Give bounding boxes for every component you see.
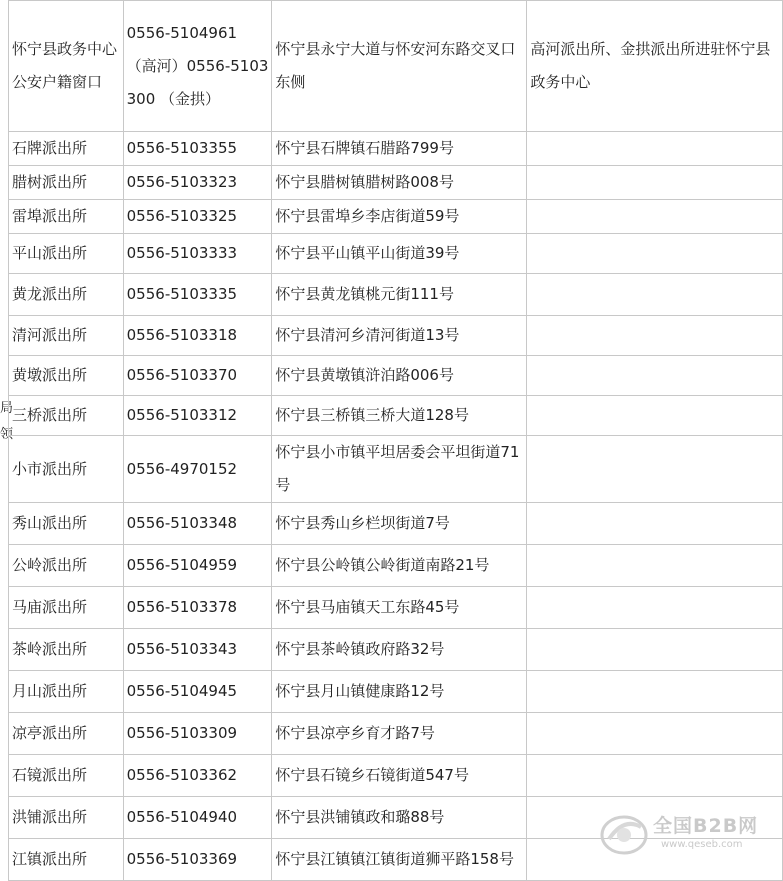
phone-cell: 0556-4970152 [123,436,272,503]
address-cell: 怀宁县黄墩镇浒泊路006号 [272,356,527,396]
station-name-cell: 江镇派出所 [9,839,124,881]
watermark-logo-icon [599,809,649,857]
phone-cell: 0556-5103325 [123,200,272,234]
watermark-text: 全国B2B网 [653,815,759,837]
note-cell: 高河派出所、金拱派出所进驻怀宁县政务中心 [527,1,783,132]
phone-cell: 0556-5103323 [123,166,272,200]
note-cell [527,545,783,587]
phone-cell: 0556-5103343 [123,629,272,671]
address-cell: 怀宁县清河乡清河街道13号 [272,316,527,356]
table-row [9,166,783,200]
station-name-cell: 三桥派出所 [9,396,124,436]
station-name-cell: 石镜派出所 [9,755,124,797]
side-text-fragment: 局领 [0,401,14,442]
phone-cell: 0556-5103348 [123,503,272,545]
watermark-url: www.qeseb.com [661,839,743,850]
phone-cell: 0556-5103378 [123,587,272,629]
table-row [9,436,783,503]
station-name-cell: 清河派出所 [9,316,124,356]
note-cell [527,132,783,166]
station-name-cell: 石牌派出所 [9,132,124,166]
station-name-cell: 马庙派出所 [9,587,124,629]
note-cell [527,713,783,755]
table-row [9,629,783,671]
table-row [9,356,783,396]
address-cell: 怀宁县马庙镇天工东路45号 [272,587,527,629]
note-cell [527,671,783,713]
note-cell [527,166,783,200]
police-station-table [8,0,783,881]
table-row [9,1,783,132]
table-row [9,316,783,356]
phone-cell: 0556-5103318 [123,316,272,356]
station-name-cell: 公岭派出所 [9,545,124,587]
phone-cell: 0556-5104961 （高河）0556-5103300 （金拱） [123,1,272,132]
note-cell [527,316,783,356]
phone-cell: 0556-5103369 [123,839,272,881]
address-cell: 怀宁县黄龙镇桃元街111号 [272,274,527,316]
table-row [9,755,783,797]
table-row [9,587,783,629]
note-cell [527,274,783,316]
address-cell: 怀宁县凉亭乡育才路7号 [272,713,527,755]
station-name-cell: 腊树派出所 [9,166,124,200]
note-cell [527,396,783,436]
note-cell [527,200,783,234]
address-cell: 怀宁县永宁大道与怀安河东路交叉口东侧 [272,1,527,132]
phone-cell: 0556-5104945 [123,671,272,713]
table-row [9,200,783,234]
station-name-cell: 黄龙派出所 [9,274,124,316]
note-cell [527,587,783,629]
address-cell: 怀宁县腊树镇腊树路008号 [272,166,527,200]
phone-cell: 0556-5103333 [123,234,272,274]
station-name-cell: 小市派出所 [9,436,124,503]
note-cell [527,629,783,671]
table-row [9,671,783,713]
table-row [9,274,783,316]
table-row [9,234,783,274]
address-cell: 怀宁县小市镇平坦居委会平坦街道71号 [272,436,527,503]
address-cell: 怀宁县秀山乡栏坝街道7号 [272,503,527,545]
site-watermark [599,809,769,859]
phone-cell: 0556-5103309 [123,713,272,755]
station-name-cell: 月山派出所 [9,671,124,713]
address-cell: 怀宁县石镜乡石镜街道547号 [272,755,527,797]
note-cell [527,755,783,797]
phone-cell: 0556-5103362 [123,755,272,797]
address-cell: 怀宁县雷埠乡李店街道59号 [272,200,527,234]
note-cell [527,503,783,545]
table-row [9,503,783,545]
phone-cell: 0556-5104940 [123,797,272,839]
station-name-cell: 雷埠派出所 [9,200,124,234]
phone-cell: 0556-5103355 [123,132,272,166]
phone-cell: 0556-5104959 [123,545,272,587]
address-cell: 怀宁县茶岭镇政府路32号 [272,629,527,671]
address-cell: 怀宁县月山镇健康路12号 [272,671,527,713]
address-cell: 怀宁县石牌镇石腊路799号 [272,132,527,166]
address-cell: 怀宁县公岭镇公岭街道南路21号 [272,545,527,587]
phone-cell: 0556-5103312 [123,396,272,436]
station-name-cell: 平山派出所 [9,234,124,274]
station-name-cell: 怀宁县政务中心公安户籍窗口 [9,1,124,132]
note-cell [527,234,783,274]
table-row [9,132,783,166]
table-row [9,396,783,436]
station-name-cell: 茶岭派出所 [9,629,124,671]
address-cell: 怀宁县洪铺镇政和璐88号 [272,797,527,839]
address-cell: 怀宁县三桥镇三桥大道128号 [272,396,527,436]
station-name-cell: 秀山派出所 [9,503,124,545]
note-cell [527,356,783,396]
phone-cell: 0556-5103370 [123,356,272,396]
station-name-cell: 洪铺派出所 [9,797,124,839]
note-cell [527,436,783,503]
phone-cell: 0556-5103335 [123,274,272,316]
address-cell: 怀宁县江镇镇江镇街道狮平路158号 [272,839,527,881]
station-name-cell: 黄墩派出所 [9,356,124,396]
address-cell: 怀宁县平山镇平山街道39号 [272,234,527,274]
table-row [9,545,783,587]
table-row [9,713,783,755]
station-name-cell: 凉亭派出所 [9,713,124,755]
